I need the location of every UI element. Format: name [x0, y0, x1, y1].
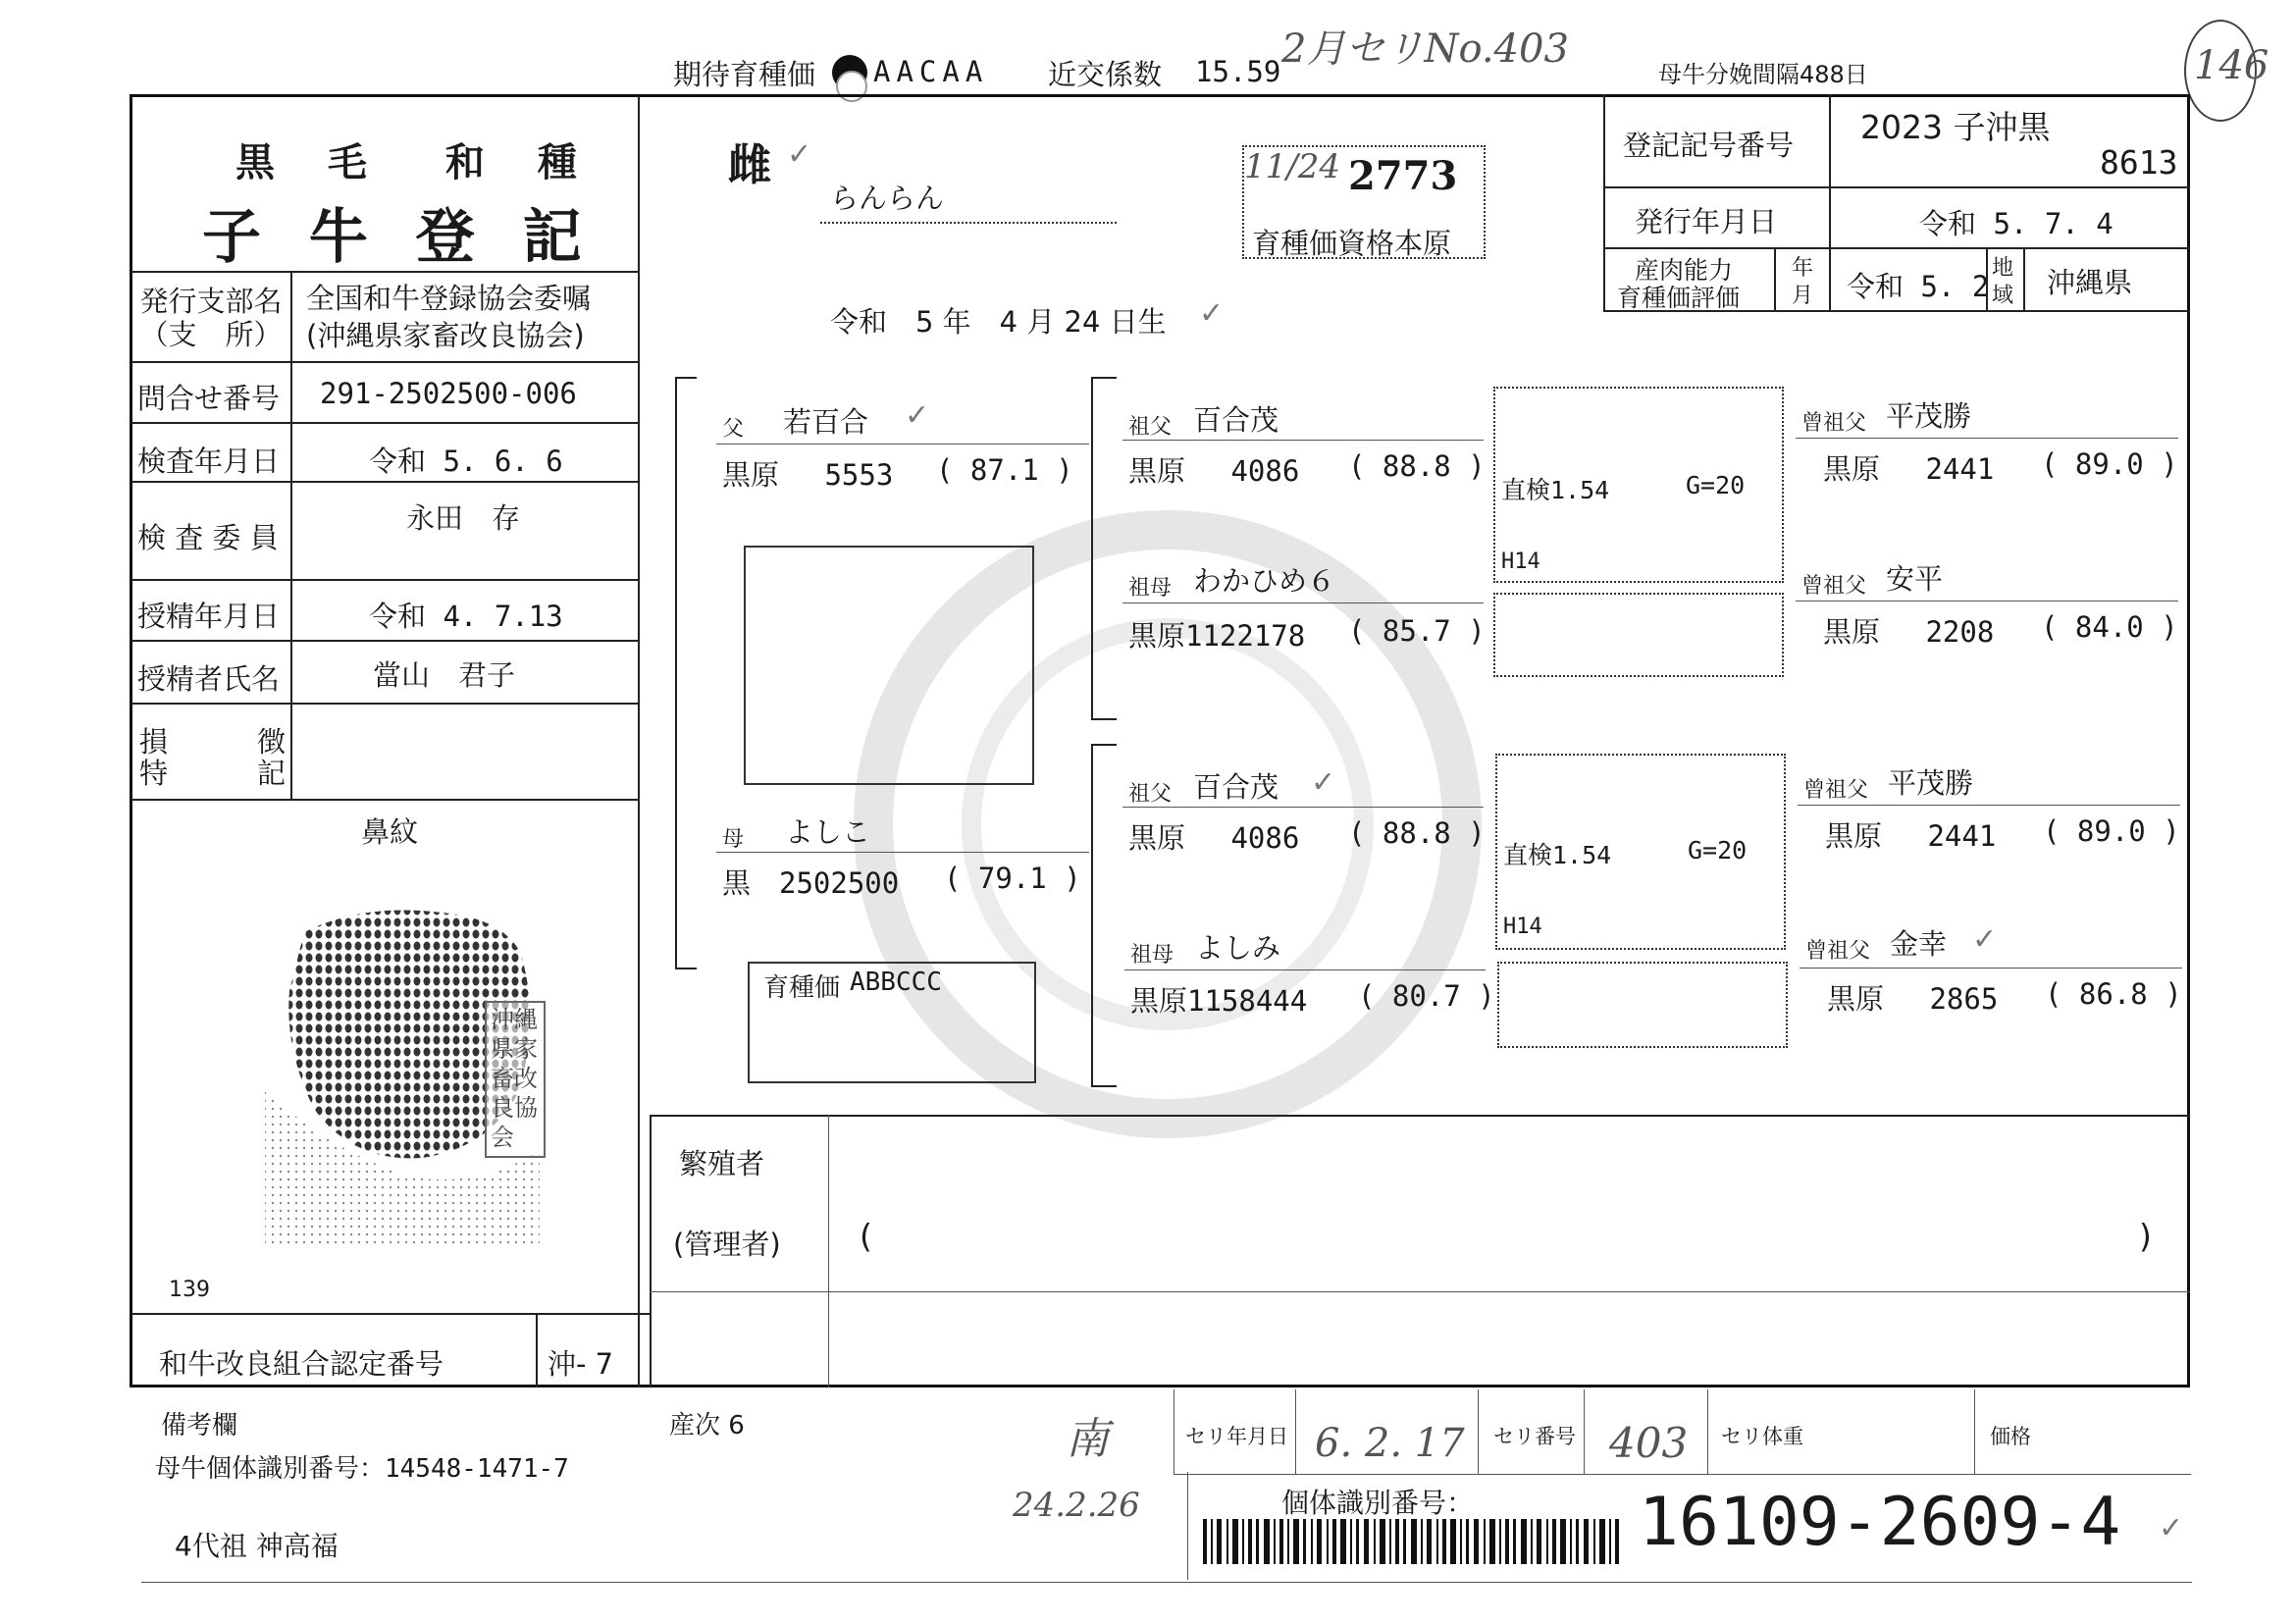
inspection-date-value: 令和 5. 6. 6 [369, 445, 563, 478]
calf-birth-date: 令和 5 年 4 月 24 日生 [830, 305, 1167, 339]
region-value: 沖縄県 [2047, 266, 2133, 299]
union-value: 沖- 7 [548, 1347, 614, 1381]
granddam-1-score: ( 85.7 ) [1348, 614, 1486, 648]
breed-title: 黒 毛 和 種 [235, 140, 597, 185]
great-grandsire-3-reg: 黒原 2441 [1825, 819, 1997, 853]
grandsire-2-name: 百合茂 [1193, 770, 1279, 804]
check-mark: ✓ [1311, 765, 1336, 800]
dam-role: 母 [722, 827, 745, 852]
grandsire-1-reg: 黒原 4086 [1128, 454, 1300, 488]
barcode [1203, 1519, 1635, 1564]
nose-print-number: 139 [169, 1278, 210, 1302]
parity: 産次 6 [669, 1411, 745, 1440]
auction-weight-label: セリ体重 [1721, 1425, 1803, 1448]
granddam-1-box [1493, 593, 1784, 677]
year-label: 年 [1792, 256, 1814, 281]
grandsire-2-score: ( 88.8 ) [1348, 816, 1486, 850]
check-mark: ✓ [905, 398, 930, 433]
great-grandsire-2-score: ( 84.0 ) [2041, 610, 2178, 644]
grandsire-1-score: ( 88.8 ) [1348, 449, 1486, 483]
dam-bracket [1091, 744, 1117, 1087]
inseminator-value: 當山 君子 [373, 658, 516, 692]
individual-id: 16109-2609-4 [1639, 1484, 2121, 1561]
check-mark: ✓ [787, 137, 812, 172]
check-mark: ✓ [1972, 922, 1998, 957]
issuer-label: 発行支部名 （支 所） [139, 285, 283, 351]
registration-title: 子 牛 登 記 [202, 203, 596, 272]
dam-name: よしこ [785, 815, 871, 849]
sire-test-h: H14 [1501, 550, 1540, 574]
inspector-value: 永田 存 [406, 501, 521, 535]
dam-score: ( 79.1 ) [944, 862, 1081, 895]
auction-date-label: セリ年月日 [1185, 1425, 1288, 1448]
meat-value: 令和 5. 2 [1847, 270, 1990, 303]
breeder-close-paren: ) [2139, 1217, 2152, 1255]
loss-label-2: 徴 [257, 725, 287, 759]
sire-test-line: 直検1.54 [1501, 476, 1610, 504]
dam-sire-test-g: G=20 [1688, 836, 1748, 864]
dam-breeding-value: ABBCCC [850, 968, 942, 997]
great-grandsire-2-name: 安平 [1886, 562, 1944, 596]
granddam-2-score: ( 80.7 ) [1358, 979, 1495, 1013]
meat-label-1: 産肉能力 [1635, 256, 1734, 285]
inquiry-label: 問合せ番号 [137, 382, 281, 415]
reg-no-value-2: 8613 [2100, 143, 2178, 182]
issuer-value-1: 全国和牛登録協会委嘱 [306, 282, 592, 315]
expected-breeding-value: AACAA [873, 55, 989, 88]
dam-breeding-value-label: 育種価 [763, 973, 841, 1003]
dam-sire-test-line: 直検1.54 [1503, 841, 1612, 869]
sire-test-g: G=20 [1686, 471, 1746, 499]
grandsire-2-role: 祖父 [1128, 782, 1173, 807]
issue-date-value: 令和 5. 7. 4 [1919, 207, 2113, 240]
handwritten-south: 南 [1066, 1414, 1109, 1464]
grandsire-1-role: 祖父 [1128, 415, 1173, 440]
sire-bracket [1091, 377, 1117, 720]
reg-no-label: 登記記号番号 [1623, 129, 1795, 162]
stamp-label: 育種価資格本原 [1252, 227, 1452, 260]
inbreeding-value: 15.59 [1195, 55, 1281, 88]
calf-sex: 雌 [728, 140, 771, 190]
great-grandsire-3-role: 曾祖父 [1803, 778, 1869, 803]
mother-id: 母牛個体識別番号：14548-1471-7 [155, 1454, 569, 1484]
price-label: 価格 [1990, 1425, 2031, 1448]
great-grandsire-4-name: 金幸 [1890, 927, 1948, 961]
auction-number-label: セリ番号 [1493, 1425, 1576, 1448]
grandsire-2-reg: 黒原 4086 [1128, 821, 1300, 855]
remarks-label: 備考欄 [161, 1411, 238, 1440]
great-grandsire-2-reg: 黒原 2208 [1823, 615, 1995, 649]
fourth-ancestor: 4代祖 神高福 [175, 1530, 339, 1562]
sire-name: 若百合 [783, 405, 869, 439]
handwritten-auction-note: 2月セリNo.403 [1281, 26, 1569, 72]
individual-id-label: 個体識別番号： [1281, 1487, 1475, 1519]
granddam-1-reg: 黒原1122178 [1128, 619, 1306, 653]
great-grandsire-4-reg: 黒原 2865 [1827, 982, 1999, 1016]
meat-label-2: 育種価評価 [1617, 284, 1741, 312]
insemination-date-value: 令和 4. 7.13 [369, 600, 563, 633]
circled-number: 146 [2194, 43, 2270, 88]
dam-sire-test-h: H14 [1503, 915, 1542, 939]
check-mark: ✓ [1199, 296, 1225, 331]
great-grandsire-3-score: ( 89.0 ) [2043, 814, 2180, 848]
breeder-label: 繁殖者 [679, 1147, 765, 1180]
great-grandsire-1-reg: 黒原 2441 [1823, 452, 1995, 486]
great-grandsire-4-score: ( 86.8 ) [2045, 977, 2182, 1011]
loss-label-4: 記 [257, 757, 287, 790]
stamp-number: 2773 [1348, 153, 1458, 199]
manager-label: (管理者) [673, 1228, 781, 1261]
loss-label-1: 損 [139, 725, 169, 759]
sire-role: 父 [722, 417, 745, 442]
inquiry-value: 291-2502500-006 [320, 377, 577, 410]
granddam-2-reg: 黒原1158444 [1130, 984, 1308, 1018]
granddam-1-name: わかひめ６ [1193, 564, 1336, 598]
photo-box [744, 546, 1034, 785]
calf-name: らんらん [830, 182, 945, 215]
great-grandsire-1-score: ( 89.0 ) [2041, 447, 2178, 481]
insemination-date-label: 授精年月日 [137, 600, 281, 633]
association-seal-text: 沖縄県家畜改良協会 [491, 1006, 538, 1151]
sire-reg: 黒原 5553 [722, 458, 894, 492]
inspector-label: 検 査 委 員 [137, 521, 279, 554]
issuer-value-2: (沖縄県家畜改良協会) [306, 319, 585, 352]
parent-bracket [675, 377, 697, 969]
granddam-2-box [1497, 962, 1788, 1048]
granddam-2-role: 祖母 [1130, 943, 1174, 968]
great-grandsire-3-name: 平茂勝 [1888, 766, 1974, 800]
granddam-2-name: よしみ [1195, 931, 1281, 965]
check-mark: ✓ [2159, 1511, 2184, 1545]
great-grandsire-4-role: 曾祖父 [1805, 939, 1871, 964]
region-label-1: 地 [1992, 256, 2014, 281]
reg-no-value-1: 2023 子沖黒 [1860, 108, 2051, 146]
issue-date-label: 発行年月日 [1635, 205, 1778, 238]
auction-number-value: 403 [1609, 1419, 1689, 1467]
loss-label-3: 特 [139, 757, 169, 790]
dam-reg: 黒 2502500 [722, 866, 900, 900]
handwritten-date: 24.2.26 [1013, 1486, 1140, 1525]
great-grandsire-2-role: 曾祖父 [1801, 574, 1867, 599]
inbreeding-label: 近交係数 [1048, 58, 1163, 91]
calving-interval: 母牛分娩間隔488日 [1658, 61, 1868, 88]
grandsire-1-name: 百合茂 [1193, 403, 1279, 437]
union-label: 和牛改良組合認定番号 [159, 1347, 444, 1381]
granddam-1-role: 祖母 [1128, 576, 1173, 601]
inseminator-label: 授精者氏名 [137, 662, 281, 696]
sire-score: ( 87.1 ) [936, 453, 1073, 487]
auction-date-value: 6. 2. 17 [1315, 1421, 1465, 1466]
expected-breeding-value-label: 期待育種価 [673, 58, 816, 91]
month-label: 月 [1792, 284, 1814, 308]
great-grandsire-1-name: 平茂勝 [1886, 399, 1972, 433]
breeder-open-paren: ( [860, 1217, 872, 1255]
stamp-date: 11/24 [1244, 147, 1340, 186]
region-label-2: 域 [1992, 284, 2014, 308]
inspection-date-label: 検査年月日 [137, 445, 281, 478]
nose-print-label: 鼻紋 [361, 815, 419, 849]
great-grandsire-1-role: 曾祖父 [1801, 411, 1867, 436]
name-underline [820, 222, 1117, 224]
